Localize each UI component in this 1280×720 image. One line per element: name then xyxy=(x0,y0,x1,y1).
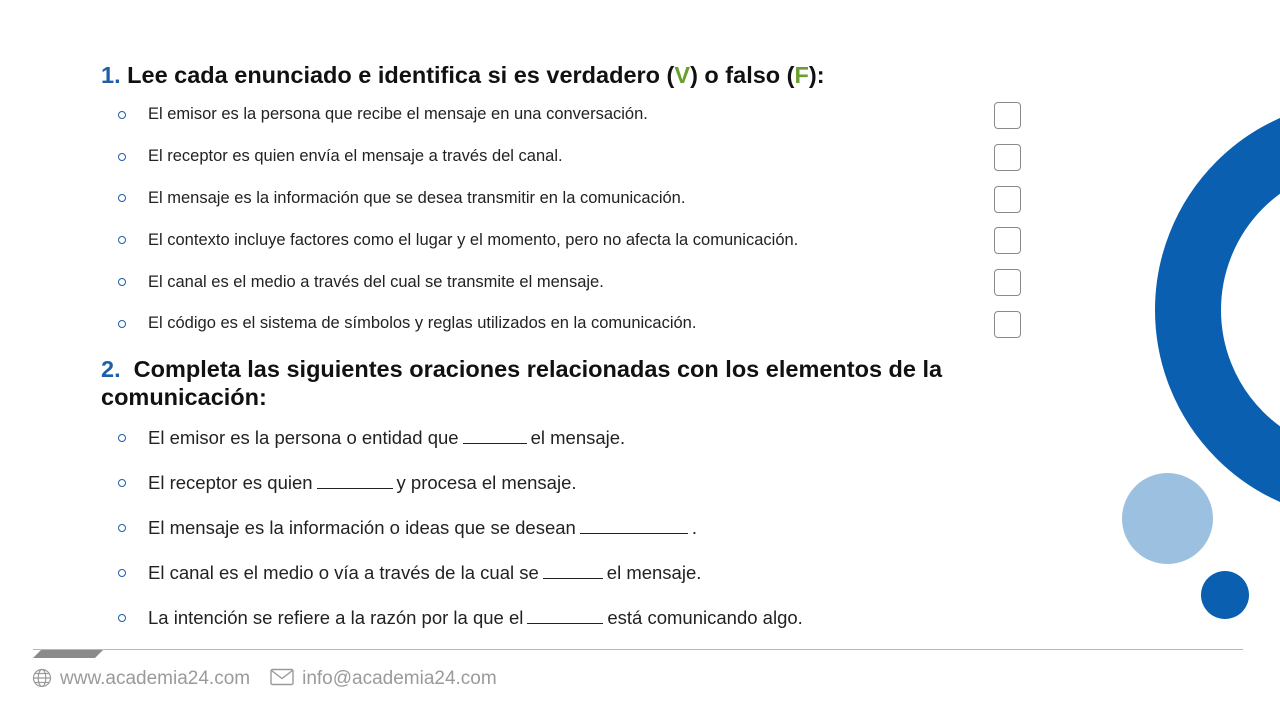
statement-text: El código es el sistema de símbolos y reglas utilizados en la comunicación. xyxy=(148,314,697,333)
statement-row xyxy=(116,219,1026,261)
sentence-before: El mensaje es la información o ideas que se desean xyxy=(148,516,576,538)
decorative-circle-light xyxy=(1122,473,1213,564)
section-1-number: 1. xyxy=(101,62,121,88)
sentence-text xyxy=(148,562,701,584)
sentence-text xyxy=(148,517,697,539)
statement-row xyxy=(116,261,1026,303)
sentence-text xyxy=(148,472,577,494)
statement-row xyxy=(116,136,1026,178)
sentence-row xyxy=(116,595,1016,640)
section-1-title-part: ) o falso ( xyxy=(690,62,795,88)
section-1-title-part: Lee cada enunciado e identifica si es verdadero ( xyxy=(127,62,675,88)
section-2-title: Completa las siguientes oraciones relacionadas con los elementos de la comunicación: xyxy=(101,356,943,410)
sentence-after: el mensaje. xyxy=(606,561,702,583)
section-1-heading xyxy=(101,61,825,89)
statement-text: El mensaje es la información que se desea transmitir en la comunicación. xyxy=(148,188,686,207)
true-letter: V xyxy=(674,62,691,88)
circle-bullet-icon xyxy=(116,234,128,246)
circle-bullet-icon xyxy=(116,276,128,288)
statement-text: El receptor es quien envía el mensaje a través del canal. xyxy=(148,147,563,166)
sentence-row xyxy=(116,550,1016,595)
section-2-number: 2. xyxy=(101,356,121,382)
sentence-before: El receptor es quien xyxy=(148,472,313,494)
section-2-heading xyxy=(101,355,1041,411)
blank-line[interactable] xyxy=(317,488,393,489)
statement-row xyxy=(116,94,1026,136)
circle-bullet-icon xyxy=(116,612,128,624)
sentence-text xyxy=(148,427,625,449)
circle-bullet-icon xyxy=(116,522,128,534)
sentence-after: está comunicando algo. xyxy=(607,606,803,628)
sentence-before: La intención se refiere a la razón por la que el xyxy=(148,606,524,628)
sentence-row xyxy=(116,506,1016,551)
blank-line[interactable] xyxy=(580,533,688,534)
email-link[interactable]: info@academia24.com xyxy=(302,668,497,689)
fill-in-list xyxy=(116,416,1016,640)
answer-checkbox[interactable] xyxy=(994,311,1021,338)
sentence-row xyxy=(116,461,1016,506)
true-false-list xyxy=(116,94,1026,345)
answer-checkbox[interactable] xyxy=(994,227,1021,254)
circle-bullet-icon xyxy=(116,567,128,579)
answer-checkbox[interactable] xyxy=(994,144,1021,171)
false-letter: F xyxy=(794,62,809,88)
decorative-circle-dark xyxy=(1201,571,1249,619)
statement-text: El contexto incluye factores como el lugar y el momento, pero no afecta la comunicación. xyxy=(148,230,799,249)
answer-checkbox[interactable] xyxy=(994,102,1021,129)
globe-icon xyxy=(32,668,54,690)
blank-line[interactable] xyxy=(527,623,603,624)
circle-bullet-icon xyxy=(116,318,128,330)
footer-divider xyxy=(33,649,1243,650)
blank-line[interactable] xyxy=(543,578,603,579)
sentence-after: . xyxy=(691,516,697,538)
sentence-after: el mensaje. xyxy=(530,427,626,449)
answer-checkbox[interactable] xyxy=(994,186,1021,213)
statement-row xyxy=(116,303,1026,345)
website-link[interactable]: www.academia24.com xyxy=(60,668,251,689)
statement-text: El emisor es la persona que recibe el mensaje en una conversación. xyxy=(148,105,648,124)
circle-bullet-icon xyxy=(116,109,128,121)
circle-bullet-icon xyxy=(116,477,128,489)
sentence-text xyxy=(148,607,803,629)
envelope-icon xyxy=(270,668,296,690)
answer-checkbox[interactable] xyxy=(994,269,1021,296)
footer-tab-accent xyxy=(33,650,103,658)
sentence-before: El emisor es la persona o entidad que xyxy=(148,427,459,449)
circle-bullet-icon xyxy=(116,192,128,204)
sentence-row xyxy=(116,416,1016,461)
circle-bullet-icon xyxy=(116,432,128,444)
circle-bullet-icon xyxy=(116,151,128,163)
sentence-before: El canal es el medio o vía a través de la cual se xyxy=(148,561,539,583)
statement-text: El canal es el medio a través del cual se transmite el mensaje. xyxy=(148,272,604,291)
section-1-title-part: ): xyxy=(808,62,825,88)
decorative-ring xyxy=(1155,100,1280,520)
blank-line[interactable] xyxy=(463,443,527,444)
statement-row xyxy=(116,178,1026,220)
sentence-after: y procesa el mensaje. xyxy=(396,472,577,494)
footer xyxy=(32,668,497,690)
